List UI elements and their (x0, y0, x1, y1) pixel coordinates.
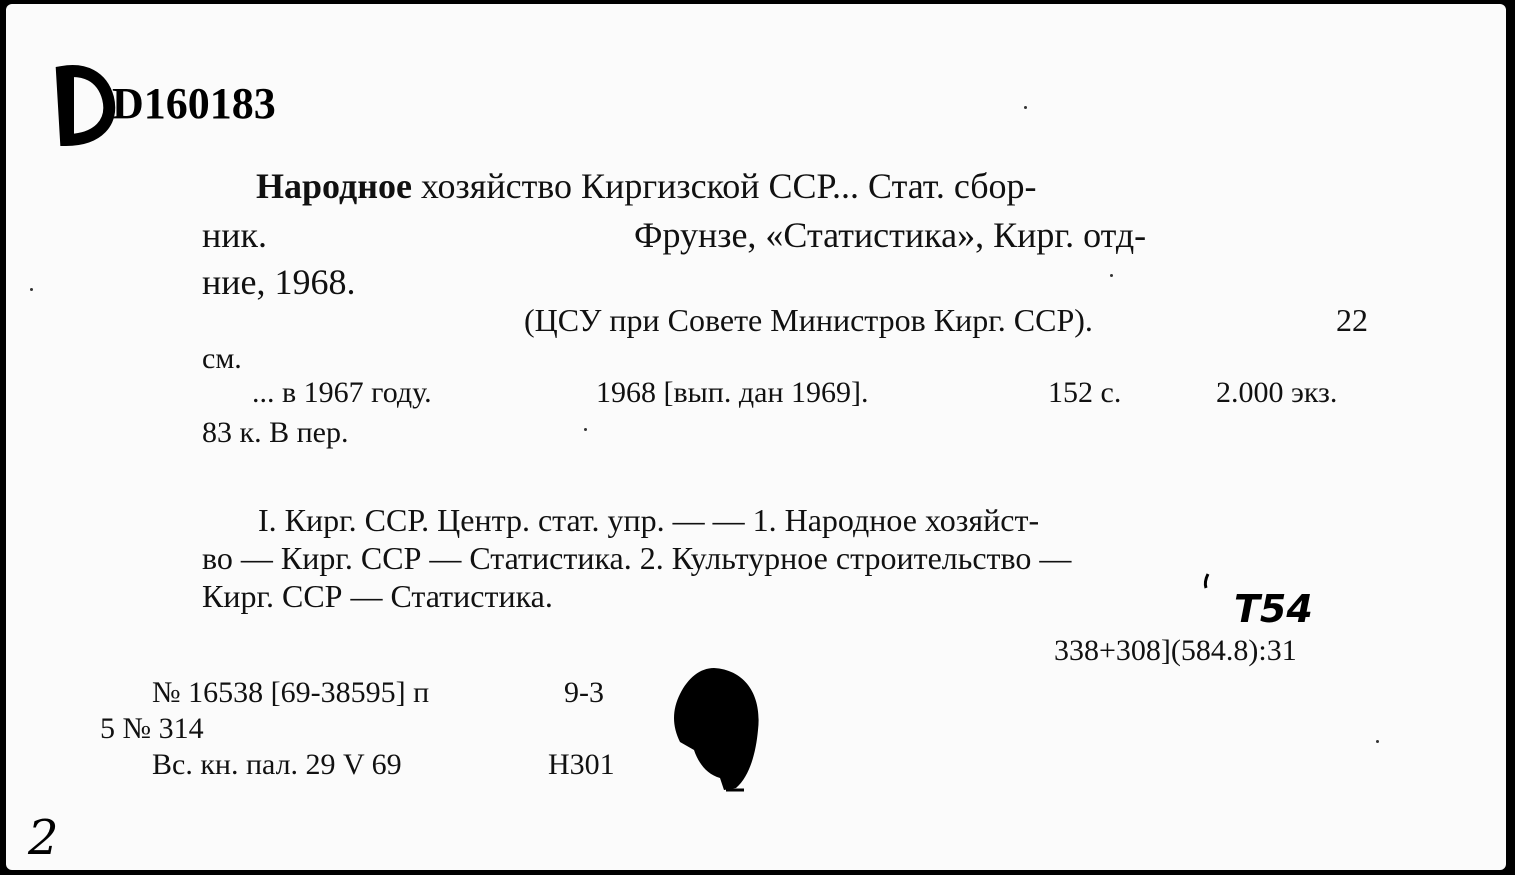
book-chamber-code: Н301 (548, 748, 615, 781)
handwritten-code (1194, 572, 1374, 632)
speck (584, 428, 587, 431)
title-line (256, 168, 1037, 204)
subjects-line-3: Кирг. ССР — Статистика. (202, 578, 553, 614)
copy-number: 5 № 314 (100, 712, 204, 745)
issue-pages: 152 с. (1048, 376, 1122, 409)
issue-label: ... в 1967 году. (252, 376, 432, 409)
call-number-text: D160183 (112, 79, 276, 128)
imprint-line: Фрунзе, «Статистика», Кирг. отд- (634, 215, 1147, 255)
size-unit: см. (202, 342, 242, 375)
svg-text:2: 2 (28, 810, 59, 864)
title-bold: Народное (256, 166, 412, 206)
classification-code: 338+308](584.8):31 (1054, 634, 1297, 667)
imprint-date: ние, 1968. (202, 262, 356, 302)
record-number: № 16538 [69-38595] п (152, 676, 430, 709)
book-chamber-line: Вс. кн. пал. 29 V 69 (152, 748, 402, 781)
catalog-card (6, 4, 1506, 870)
subjects-line-1: I. Кирг. ССР. Центр. стат. упр. — — 1. Народное хозяйст- (258, 502, 1040, 538)
punch-hole (666, 666, 766, 796)
speck (1376, 740, 1379, 743)
issue-copies: 2.000 экз. (1216, 376, 1338, 409)
svg-text:T54: T54 (1234, 587, 1313, 631)
price: 83 к. В пер. (202, 416, 349, 449)
issue-year: 1968 [вып. дан 1969]. (596, 376, 869, 409)
size-number: 22 (1336, 302, 1368, 338)
corner-mark (24, 810, 84, 864)
subjects-line-2: во — Кирг. ССР — Статистика. 2. Культурное строительство — (202, 540, 1072, 576)
title-rest: хозяйство Киргизской ССР... Стат. сбор- (411, 166, 1037, 206)
record-suffix: 9-3 (564, 676, 604, 709)
speck (30, 288, 33, 291)
speck (1024, 106, 1027, 109)
speck (1110, 274, 1113, 277)
call-number-handwritten (54, 62, 294, 152)
series-note: (ЦСУ при Совете Министров Кирг. ССР). (524, 302, 1093, 338)
title-line2-left: ник. (202, 215, 268, 255)
